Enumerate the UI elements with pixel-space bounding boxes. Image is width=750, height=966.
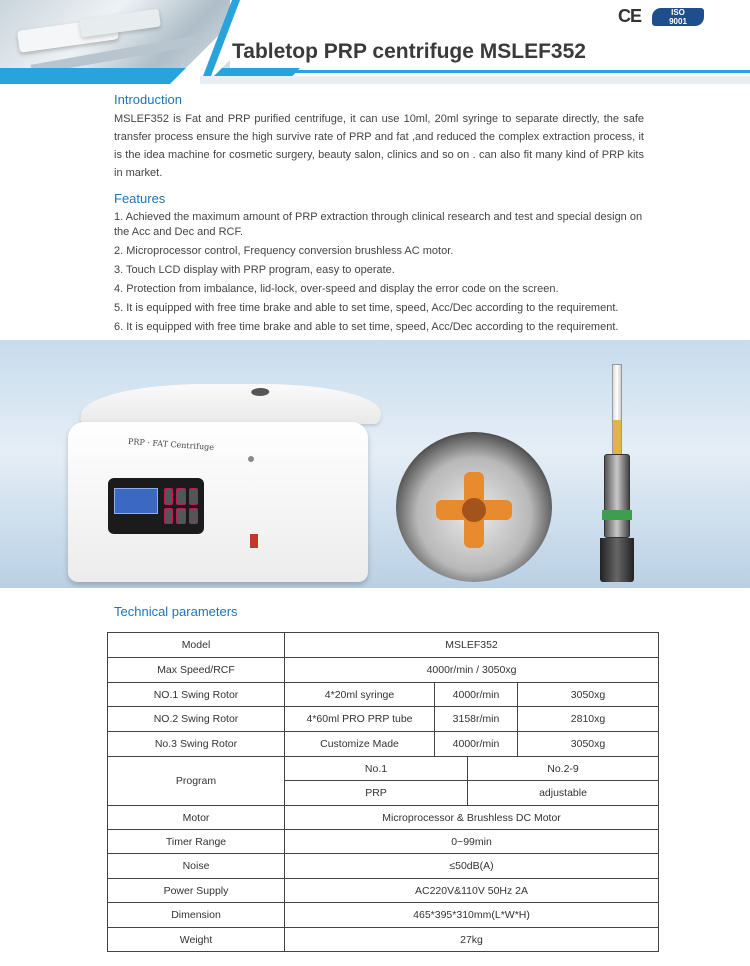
technical-parameters-table — [107, 632, 659, 952]
param-value: Microprocessor & Brushless DC Motor — [285, 806, 659, 830]
iso-9001-badge — [652, 8, 704, 26]
feature-item: 3. Touch LCD display with PRP program, easy to operate. — [114, 264, 395, 276]
table-row — [108, 879, 659, 903]
rotor-speed: 4000r/min — [435, 732, 518, 757]
table-row — [108, 707, 659, 732]
param-label: NO.1 Swing Rotor — [108, 683, 285, 707]
rotor-capacity: Customize Made — [285, 732, 435, 757]
features-list — [114, 210, 644, 335]
param-label: Dimension — [108, 903, 285, 928]
feature-item: 1. Achieved the maximum amount of PRP extraction through clinical research and test and special design on the Acc and Dec and RCF. — [114, 211, 643, 238]
param-value: MSLEF352 — [285, 633, 659, 658]
control-buttons — [164, 488, 198, 524]
param-value: 0~99min — [285, 830, 659, 854]
centrifuge-lid — [80, 384, 384, 424]
table-row — [108, 806, 659, 830]
rotor-chamber-image — [396, 432, 552, 582]
table-row — [108, 854, 659, 879]
rotor-capacity: 4*60ml PRO PRP tube — [285, 707, 435, 732]
table-row — [108, 633, 659, 658]
introduction-section — [114, 92, 644, 182]
param-label: Model — [108, 633, 285, 658]
param-label: NO.2 Swing Rotor — [108, 707, 285, 732]
param-value: AC220V&110V 50Hz 2A — [285, 879, 659, 903]
iso-label: ISO — [671, 8, 685, 17]
introduction-text: MSLEF352 is Fat and PRP purified centrifuge, it can use 10ml, 20ml syringe to separate directly, the safe transfer process ensure the high survive rate of PRP and fat ,and reduced the complex extraction process, it is the idea machine for cosmetic surgery, beauty salon, clinics and so on . can also fit many kind of PRP kits in market. — [114, 113, 644, 179]
rotor-speed: 4000r/min — [435, 683, 518, 707]
param-label: Program — [108, 757, 285, 806]
page-title: Tabletop PRP centrifuge MSLEF352 — [232, 40, 586, 63]
program-value: adjustable — [468, 781, 659, 806]
param-value: 4000r/min / 3050xg — [285, 658, 659, 683]
rotor-rcf: 3050xg — [518, 732, 659, 757]
param-value: ≤50dB(A) — [285, 854, 659, 879]
lid-lock-knob — [248, 456, 254, 462]
device-label: PRP · FAT Centrifuge — [127, 437, 215, 452]
rotor-rcf: 3050xg — [518, 683, 659, 707]
swing-rotor — [436, 472, 512, 548]
program-value: PRP — [285, 781, 468, 806]
feature-item: 2. Microprocessor control, Frequency conversion brushless AC motor. — [114, 245, 454, 257]
param-label: Max Speed/RCF — [108, 658, 285, 683]
feature-item: 4. Protection from imbalance, lid-lock, over-speed and display the error code on the screen. — [114, 283, 559, 295]
table-row — [108, 683, 659, 707]
lcd-screen — [114, 488, 158, 514]
features-heading: Features — [114, 191, 166, 206]
param-label: Timer Range — [108, 830, 285, 854]
table-row — [108, 757, 659, 781]
rotor-rcf: 2810xg — [518, 707, 659, 732]
iso-number: 9001 — [669, 17, 687, 26]
syringe-adapter-image — [596, 360, 636, 586]
introduction-heading: Introduction — [114, 92, 182, 107]
feature-item: 6. It is equipped with free time brake and able to set time, speed, Acc/Dec according to the requirement. — [114, 321, 619, 333]
page-header — [0, 0, 750, 84]
param-label: No.3 Swing Rotor — [108, 732, 285, 757]
param-value: 465*395*310mm(L*W*H) — [285, 903, 659, 928]
header-divider — [220, 70, 750, 73]
centrifuge-image — [62, 376, 382, 586]
table-row — [108, 903, 659, 928]
param-label: Power Supply — [108, 879, 285, 903]
features-section — [114, 191, 644, 339]
param-value: 27kg — [285, 928, 659, 952]
technical-heading: Technical parameters — [114, 604, 238, 619]
table-row — [108, 732, 659, 757]
table-row — [108, 928, 659, 952]
program-col-header: No.1 — [285, 757, 468, 781]
table-row — [108, 830, 659, 854]
param-label: Motor — [108, 806, 285, 830]
param-label: Weight — [108, 928, 285, 952]
ce-mark-logo: CE — [618, 6, 642, 26]
param-label: Noise — [108, 854, 285, 879]
table-row — [108, 658, 659, 683]
program-col-header: No.2-9 — [468, 757, 659, 781]
centrifuge-body — [68, 422, 368, 582]
product-image-band — [0, 340, 750, 588]
power-switch — [250, 534, 258, 548]
feature-item: 5. It is equipped with free time brake and able to set time, speed, Acc/Dec according to the requirement. — [114, 302, 619, 314]
control-panel — [108, 478, 204, 534]
rotor-speed: 3158r/min — [435, 707, 518, 732]
rotor-capacity: 4*20ml syringe — [285, 683, 435, 707]
